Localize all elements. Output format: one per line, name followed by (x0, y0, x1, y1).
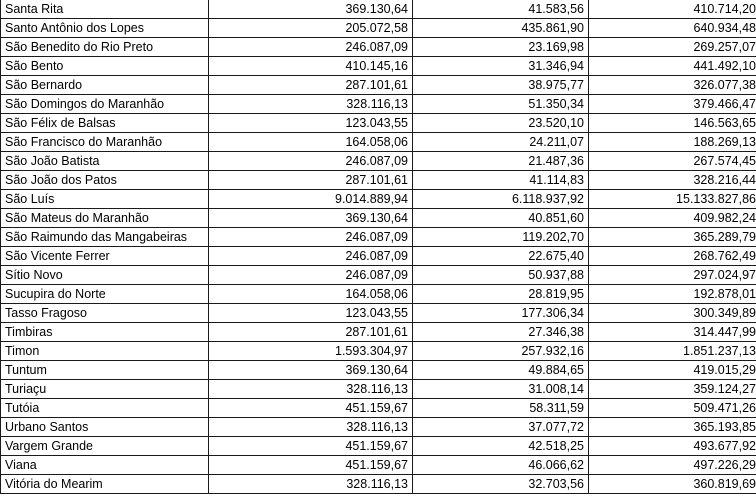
table-row (1, 437, 756, 456)
cell-municipio[interactable]: São Bernardo (1, 76, 209, 95)
cell-value-1[interactable]: 246.087,09 (209, 228, 413, 247)
cell-municipio[interactable]: Tuntum (1, 361, 209, 380)
cell-value-2[interactable]: 41.114,83 (413, 171, 589, 190)
cell-value-1[interactable]: 287.101,61 (209, 323, 413, 342)
table-row (1, 418, 756, 437)
cell-municipio[interactable]: São Benedito do Rio Preto (1, 38, 209, 57)
table-body (1, 0, 756, 494)
cell-value-1[interactable]: 123.043,55 (209, 304, 413, 323)
cell-value-3[interactable]: 1.851.237,13 (589, 342, 756, 361)
cell-value-2[interactable]: 46.066,62 (413, 456, 589, 475)
cell-value-2[interactable]: 42.518,25 (413, 437, 589, 456)
cell-value-3[interactable]: 360.819,69 (589, 475, 756, 494)
cell-municipio[interactable]: Vargem Grande (1, 437, 209, 456)
table-row (1, 0, 756, 19)
cell-value-2[interactable]: 24.211,07 (413, 133, 589, 152)
cell-value-3[interactable]: 493.677,92 (589, 437, 756, 456)
cell-municipio[interactable]: Tutóia (1, 399, 209, 418)
cell-municipio[interactable]: São Bento (1, 57, 209, 76)
cell-municipio[interactable]: São Francisco do Maranhão (1, 133, 209, 152)
cell-value-2[interactable]: 49.884,65 (413, 361, 589, 380)
cell-value-1[interactable]: 246.087,09 (209, 38, 413, 57)
cell-value-1[interactable]: 287.101,61 (209, 171, 413, 190)
table-row (1, 380, 756, 399)
table-row (1, 152, 756, 171)
cell-value-1[interactable]: 205.072,58 (209, 19, 413, 38)
cell-value-3[interactable]: 188.269,13 (589, 133, 756, 152)
cell-municipio[interactable]: Urbano Santos (1, 418, 209, 437)
cell-value-3[interactable]: 314.447,99 (589, 323, 756, 342)
cell-value-1[interactable]: 246.087,09 (209, 266, 413, 285)
cell-municipio[interactable]: São Raimundo das Mangabeiras (1, 228, 209, 247)
table-row (1, 456, 756, 475)
cell-value-1[interactable]: 451.159,67 (209, 456, 413, 475)
cell-municipio[interactable]: Santa Rita (1, 0, 209, 19)
cell-value-1[interactable]: 369.130,64 (209, 0, 413, 19)
table-row (1, 209, 756, 228)
table-row (1, 361, 756, 380)
cell-value-3[interactable]: 297.024,97 (589, 266, 756, 285)
cell-value-1[interactable]: 328.116,13 (209, 418, 413, 437)
table-row (1, 323, 756, 342)
cell-municipio[interactable]: Turiaçu (1, 380, 209, 399)
cell-value-3[interactable]: 365.193,85 (589, 418, 756, 437)
cell-municipio[interactable]: São Vicente Ferrer (1, 247, 209, 266)
cell-value-1[interactable]: 1.593.304,97 (209, 342, 413, 361)
cell-municipio[interactable]: Timon (1, 342, 209, 361)
cell-value-1[interactable]: 451.159,67 (209, 399, 413, 418)
cell-value-2[interactable]: 28.819,95 (413, 285, 589, 304)
cell-municipio[interactable]: Viana (1, 456, 209, 475)
table-row (1, 399, 756, 418)
table-row (1, 133, 756, 152)
cell-value-1[interactable]: 246.087,09 (209, 152, 413, 171)
cell-value-2[interactable]: 32.703,56 (413, 475, 589, 494)
table-row (1, 228, 756, 247)
table-row (1, 190, 756, 209)
cell-value-2[interactable]: 31.008,14 (413, 380, 589, 399)
cell-municipio[interactable]: Sucupira do Norte (1, 285, 209, 304)
table-row (1, 304, 756, 323)
cell-municipio[interactable]: São Mateus do Maranhão (1, 209, 209, 228)
cell-value-2[interactable]: 23.169,98 (413, 38, 589, 57)
cell-value-2[interactable]: 23.520,10 (413, 114, 589, 133)
table-row (1, 285, 756, 304)
cell-value-3[interactable]: 509.471,26 (589, 399, 756, 418)
table-row (1, 342, 756, 361)
cell-value-3[interactable]: 359.124,27 (589, 380, 756, 399)
table-row (1, 475, 756, 494)
cell-value-2[interactable]: 37.077,72 (413, 418, 589, 437)
cell-value-1[interactable]: 164.058,06 (209, 133, 413, 152)
cell-value-2[interactable]: 27.346,38 (413, 323, 589, 342)
table-row (1, 57, 756, 76)
cell-value-2[interactable]: 22.675,40 (413, 247, 589, 266)
cell-municipio[interactable]: Santo Antônio dos Lopes (1, 19, 209, 38)
table-row (1, 171, 756, 190)
cell-value-2[interactable]: 257.932,16 (413, 342, 589, 361)
cell-value-3[interactable]: 268.762,49 (589, 247, 756, 266)
cell-value-1[interactable]: 369.130,64 (209, 209, 413, 228)
table-row (1, 247, 756, 266)
table-row (1, 19, 756, 38)
cell-value-3[interactable]: 419.015,29 (589, 361, 756, 380)
table-row (1, 266, 756, 285)
cell-value-1[interactable]: 9.014.889,94 (209, 190, 413, 209)
cell-value-3[interactable]: 379.466,47 (589, 95, 756, 114)
cell-value-3[interactable]: 269.257,07 (589, 38, 756, 57)
cell-municipio[interactable]: São Domingos do Maranhão (1, 95, 209, 114)
cell-value-3[interactable]: 146.563,65 (589, 114, 756, 133)
cell-value-3[interactable]: 328.216,44 (589, 171, 756, 190)
cell-value-1[interactable]: 451.159,67 (209, 437, 413, 456)
cell-value-2[interactable]: 177.306,34 (413, 304, 589, 323)
cell-value-2[interactable]: 51.350,34 (413, 95, 589, 114)
cell-value-2[interactable]: 21.487,36 (413, 152, 589, 171)
cell-value-1[interactable]: 246.087,09 (209, 247, 413, 266)
cell-municipio[interactable]: São Luís (1, 190, 209, 209)
cell-value-3[interactable]: 365.289,79 (589, 228, 756, 247)
table-row (1, 95, 756, 114)
cell-value-3[interactable]: 300.349,89 (589, 304, 756, 323)
table-row (1, 114, 756, 133)
cell-value-1[interactable]: 328.116,13 (209, 95, 413, 114)
cell-municipio[interactable]: São Félix de Balsas (1, 114, 209, 133)
cell-value-1[interactable]: 123.043,55 (209, 114, 413, 133)
cell-value-1[interactable]: 287.101,61 (209, 76, 413, 95)
cell-municipio[interactable]: São João Batista (1, 152, 209, 171)
cell-value-2[interactable]: 50.937,88 (413, 266, 589, 285)
cell-value-3[interactable]: 409.982,24 (589, 209, 756, 228)
cell-municipio[interactable]: Sítio Novo (1, 266, 209, 285)
table-row (1, 38, 756, 57)
cell-value-3[interactable]: 410.714,20 (589, 0, 756, 19)
cell-value-3[interactable]: 441.492,10 (589, 57, 756, 76)
cell-value-3[interactable]: 192.878,01 (589, 285, 756, 304)
cell-value-1[interactable]: 410.145,16 (209, 57, 413, 76)
table-row (1, 76, 756, 95)
cell-value-2[interactable]: 6.118.937,92 (413, 190, 589, 209)
cell-municipio[interactable]: São João dos Patos (1, 171, 209, 190)
cell-value-3[interactable]: 640.934,48 (589, 19, 756, 38)
cell-value-2[interactable]: 58.311,59 (413, 399, 589, 418)
cell-value-2[interactable]: 41.583,56 (413, 0, 589, 19)
cell-value-3[interactable]: 267.574,45 (589, 152, 756, 171)
cell-value-2[interactable]: 38.975,77 (413, 76, 589, 95)
cell-value-2[interactable]: 31.346,94 (413, 57, 589, 76)
cell-value-2[interactable]: 119.202,70 (413, 228, 589, 247)
cell-value-1[interactable]: 328.116,13 (209, 380, 413, 399)
cell-municipio[interactable]: Tasso Fragoso (1, 304, 209, 323)
cell-municipio[interactable]: Vitória do Mearim (1, 475, 209, 494)
cell-value-3[interactable]: 326.077,38 (589, 76, 756, 95)
cell-value-2[interactable]: 40.851,60 (413, 209, 589, 228)
cell-value-2[interactable]: 435.861,90 (413, 19, 589, 38)
cell-value-3[interactable]: 15.133.827,86 (589, 190, 756, 209)
cell-municipio[interactable]: Timbiras (1, 323, 209, 342)
cell-value-1[interactable]: 369.130,64 (209, 361, 413, 380)
cell-value-1[interactable]: 164.058,06 (209, 285, 413, 304)
cell-value-1[interactable]: 328.116,13 (209, 475, 413, 494)
cell-value-3[interactable]: 497.226,29 (589, 456, 756, 475)
